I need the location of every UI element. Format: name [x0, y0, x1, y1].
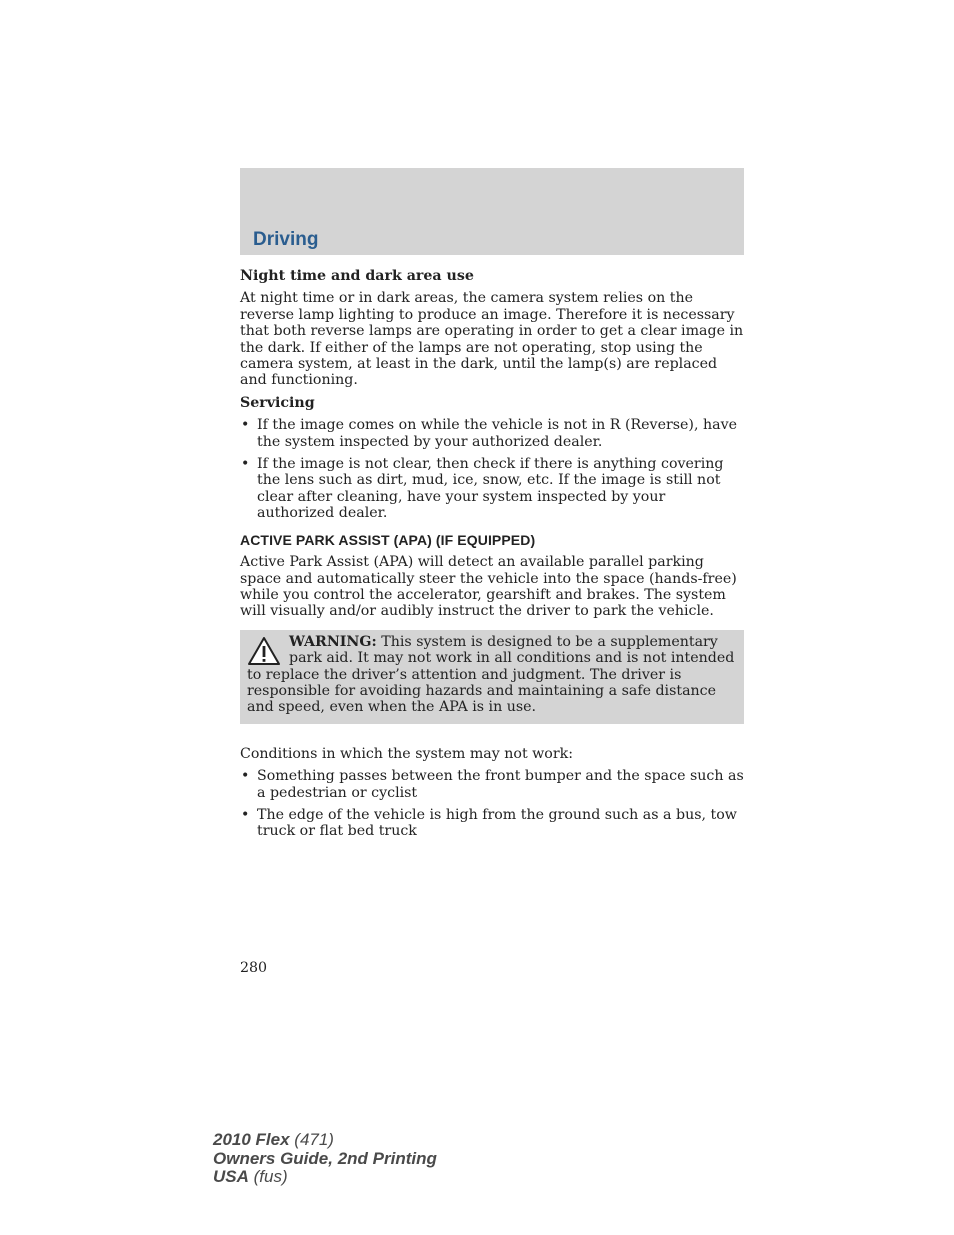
document-footer	[213, 1131, 437, 1187]
list-item-text: If the image comes on while the vehicle is not in R (Reverse), have the system inspected by your authorized dealer.	[257, 417, 737, 450]
list-item-text: If the image is not clear, then check if there is anything covering the lens such as dirt, mud, ice, snow, etc. If the image is still not clear after cleaning, have your system inspected by your authorized dealer.	[257, 456, 724, 522]
list-item	[240, 417, 744, 450]
bullet-icon: •	[241, 806, 250, 823]
footer-line-market	[213, 1168, 437, 1187]
page-number: 280	[240, 960, 268, 976]
bullet-icon: •	[241, 456, 250, 473]
warning-text: This system is designed to be a supplementary park aid. It may not work in all conditions and is not intended to replace the driver’s attention and judgment. The driver is responsible for avoiding hazards and maintaining a safe distance and speed, even when the APA is in use.	[247, 633, 735, 716]
footer-market: USA	[213, 1167, 249, 1186]
servicing-list	[240, 417, 744, 521]
conditions-list	[240, 768, 744, 840]
night-paragraph: At night time or in dark areas, the camera system relies on the reverse lamp lighting to produce an image. Therefore it is necessary that both reverse lamps are operating in order to get a clear image in the dark. If either of the lamps are not operating, stop using the camera system, at least in the dark, until the lamp(s) are replaced and functioning.	[240, 290, 744, 389]
footer-line-model	[213, 1131, 437, 1150]
night-heading: Night time and dark area use	[240, 268, 474, 284]
list-item	[240, 807, 744, 840]
servicing-heading: Servicing	[240, 394, 315, 411]
section-title: Driving	[253, 229, 319, 250]
warning-box	[240, 630, 744, 724]
footer-model: 2010 Flex	[213, 1130, 290, 1149]
page-content	[240, 268, 744, 846]
footer-market-code: (fus)	[248, 1167, 288, 1186]
bullet-icon: •	[241, 417, 250, 434]
section-header-band	[240, 168, 744, 255]
apa-heading: ACTIVE PARK ASSIST (APA) (IF EQUIPPED)	[240, 531, 536, 548]
footer-model-code: (471)	[289, 1130, 334, 1149]
warning-triangle-icon	[247, 636, 281, 666]
warning-label: WARNING:	[289, 633, 377, 650]
conditions-intro: Conditions in which the system may not work:	[240, 745, 574, 762]
list-item-text: The edge of the vehicle is high from the ground such as a bus, tow truck or flat bed truck	[257, 806, 737, 840]
bullet-icon: •	[241, 768, 250, 785]
list-item	[240, 768, 744, 801]
footer-guide-edition: Owners Guide, 2nd Printing	[213, 1148, 437, 1168]
list-item	[240, 456, 744, 522]
list-item-text: Something passes between the front bumper and the space such as a pedestrian or cyclist	[257, 768, 744, 801]
apa-paragraph: Active Park Assist (APA) will detect an available parallel parking space and automatically steer the vehicle into the space (hands-free) while you control the accelerator, gearshift and brakes. The system will visually and/or audibly instruct the driver to park the vehicle.	[240, 554, 737, 620]
